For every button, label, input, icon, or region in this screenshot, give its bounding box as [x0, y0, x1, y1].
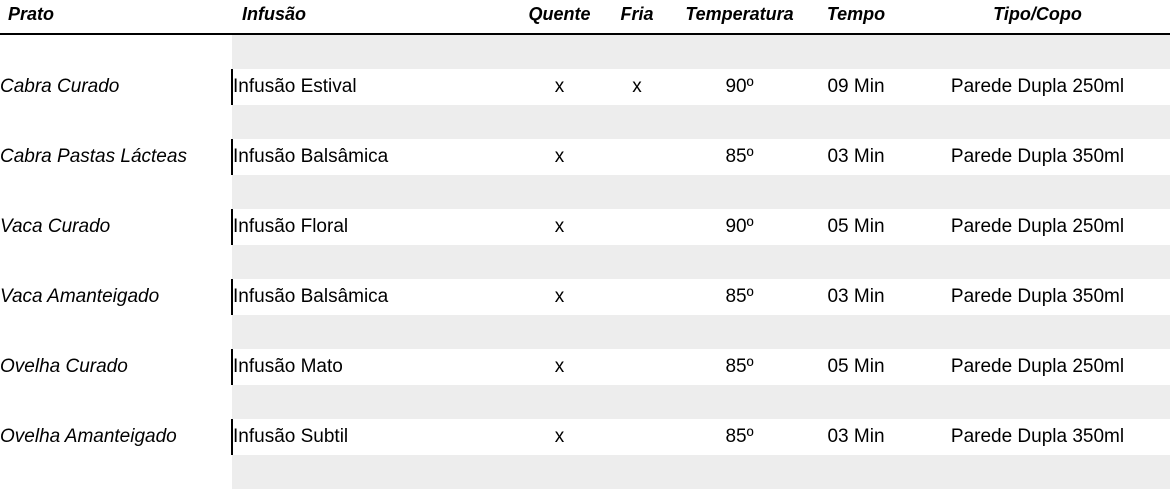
column-header-tipo-copo: Tipo/Copo — [905, 0, 1170, 34]
band-cell — [232, 175, 1170, 209]
cell-tipo-copo: Parede Dupla 350ml — [905, 139, 1170, 175]
column-header-quente: Quente — [517, 0, 602, 34]
cell-tempo: 05 Min — [807, 349, 905, 385]
band-cell — [232, 315, 1170, 349]
band-cell-prato — [0, 455, 232, 489]
table-row — [0, 349, 1170, 385]
table-row — [0, 209, 1170, 245]
column-header-temperatura: Temperatura — [672, 0, 807, 34]
band-cell — [232, 455, 1170, 489]
cell-prato: Cabra Curado — [0, 69, 232, 105]
table-body — [0, 34, 1170, 489]
table-header — [0, 0, 1170, 34]
column-header-infusao: Infusão — [232, 0, 517, 34]
column-header-tempo: Tempo — [807, 0, 905, 34]
cell-quente: x — [517, 279, 602, 315]
band-row — [0, 385, 1170, 419]
band-cell-prato — [0, 105, 232, 139]
band-row — [0, 34, 1170, 69]
cell-infusao: Infusão Mato — [232, 349, 517, 385]
table-row — [0, 69, 1170, 105]
cell-fria: x — [602, 69, 672, 105]
header-row — [0, 0, 1170, 34]
band-cell — [232, 385, 1170, 419]
cell-fria — [602, 209, 672, 245]
cell-infusao: Infusão Balsâmica — [232, 139, 517, 175]
cell-infusao: Infusão Floral — [232, 209, 517, 245]
table-row — [0, 279, 1170, 315]
cell-tipo-copo: Parede Dupla 350ml — [905, 279, 1170, 315]
cell-fria — [602, 349, 672, 385]
cell-temperatura: 90º — [672, 209, 807, 245]
band-cell-prato — [0, 175, 232, 209]
cell-quente: x — [517, 349, 602, 385]
column-header-prato: Prato — [0, 0, 232, 34]
band-row — [0, 105, 1170, 139]
band-cell-prato — [0, 385, 232, 419]
cell-tempo: 03 Min — [807, 279, 905, 315]
cell-fria — [602, 279, 672, 315]
cell-tempo: 03 Min — [807, 139, 905, 175]
cell-prato: Vaca Curado — [0, 209, 232, 245]
band-cell — [232, 245, 1170, 279]
cell-tipo-copo: Parede Dupla 250ml — [905, 69, 1170, 105]
cell-tempo: 03 Min — [807, 419, 905, 455]
cell-temperatura: 85º — [672, 139, 807, 175]
cell-tempo: 09 Min — [807, 69, 905, 105]
cell-temperatura: 90º — [672, 69, 807, 105]
band-cell — [232, 105, 1170, 139]
cell-quente: x — [517, 209, 602, 245]
band-cell-prato — [0, 245, 232, 279]
column-header-fria: Fria — [602, 0, 672, 34]
band-cell-prato — [0, 34, 232, 69]
cell-tipo-copo: Parede Dupla 250ml — [905, 209, 1170, 245]
cell-temperatura: 85º — [672, 349, 807, 385]
cell-quente: x — [517, 419, 602, 455]
cell-prato: Cabra Pastas Lácteas — [0, 139, 232, 175]
cell-infusao: Infusão Balsâmica — [232, 279, 517, 315]
cell-tipo-copo: Parede Dupla 350ml — [905, 419, 1170, 455]
band-cell-prato — [0, 315, 232, 349]
cell-tipo-copo: Parede Dupla 250ml — [905, 349, 1170, 385]
table-row — [0, 139, 1170, 175]
band-row — [0, 245, 1170, 279]
cell-infusao: Infusão Estival — [232, 69, 517, 105]
cell-tempo: 05 Min — [807, 209, 905, 245]
cell-temperatura: 85º — [672, 279, 807, 315]
band-row — [0, 455, 1170, 489]
table-row — [0, 419, 1170, 455]
cell-prato: Ovelha Curado — [0, 349, 232, 385]
band-row — [0, 315, 1170, 349]
cell-infusao: Infusão Subtil — [232, 419, 517, 455]
band-row — [0, 175, 1170, 209]
cell-prato: Vaca Amanteigado — [0, 279, 232, 315]
cell-temperatura: 85º — [672, 419, 807, 455]
cell-prato: Ovelha Amanteigado — [0, 419, 232, 455]
cell-fria — [602, 419, 672, 455]
cell-fria — [602, 139, 672, 175]
band-cell — [232, 34, 1170, 69]
cell-quente: x — [517, 139, 602, 175]
cell-quente: x — [517, 69, 602, 105]
